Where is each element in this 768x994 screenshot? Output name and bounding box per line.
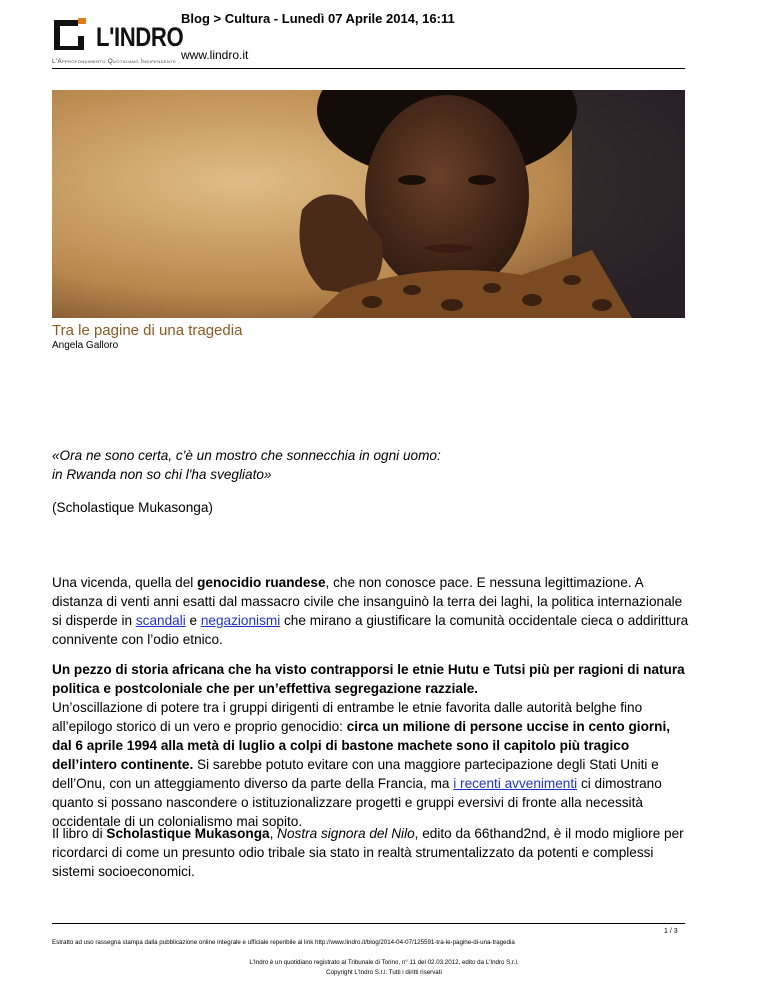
bold-text: genocidio ruandese — [197, 575, 326, 590]
italic-text: Nostra signora del Nilo — [277, 826, 415, 841]
text: , che non conosce pace. E nessuna legittimazione. A distanza di venti anni esatti dal massacro civile che insanguinò la terra dei laghi, la politica internazionale si disperde in — [52, 575, 683, 628]
opening-quote — [52, 446, 692, 484]
site-logo[interactable] — [52, 14, 184, 70]
text: , — [269, 826, 278, 841]
footer-legal — [0, 958, 768, 978]
text: , edito da 66thand2nd, è il modo migliore per ricordarci di come un presunto odio tribale sia stato in realtà strumentalizzato da potenti e complessi sistemi socioeconomici. — [52, 826, 684, 879]
page-number: 1 / 3 — [664, 928, 678, 935]
bold-text: Scholastique Mukasonga — [106, 826, 270, 841]
article-hero-image — [52, 90, 685, 318]
logo-text: L'INDRO — [96, 22, 184, 52]
text: Una vicenda, quella del — [52, 575, 198, 590]
footer-registration: L'Indro è un quotidiano registrato al Tribunale di Torino, n° 11 del 02.03.2012, edito da L'Indro S.r.l. — [249, 959, 519, 966]
link-recenti-avvenimenti[interactable]: i recenti avvenimenti — [453, 776, 578, 791]
quote-line: «Ora ne sono certa, c'è un mostro che sonnecchia in ogni uomo: — [52, 448, 441, 463]
text: Un’oscillazione di potere tra i gruppi dirigenti di entrambe le etnie favorita dalle autorità belghe fino all’epilogo storico di un vero e proprio genocidio: — [52, 700, 643, 734]
article-title: Tra le pagine di una tragedia — [52, 322, 243, 339]
text: Si sarebbe potuto evitare con una maggiore partecipazione degli Stati Uniti e dell’Onu, con un atteggiamento diverso da parte della Francia, ma — [52, 757, 659, 791]
site-url[interactable]: www.lindro.it — [181, 48, 249, 62]
header-divider — [52, 68, 685, 69]
text: ci dimostrano quanto si possano nascondere o istituzionalizzare progetti e gruppi eversivi di fronte alla necessità occidentale di un colonialismo mai sopito. — [52, 776, 662, 829]
paragraph-3 — [52, 824, 692, 881]
bold-text: Un pezzo di storia africana che ha visto contrapporsi le etnie Hutu e Tutsi più per ragioni di natura politica e postcoloniale che per un’effettiva segregazione razziale. — [52, 662, 685, 696]
breadcrumb: Blog > Cultura - Lunedì 07 Aprile 2014, 16:11 — [181, 11, 455, 26]
footer-copyright: Copyright L'Indro S.r.l. Tutti i diritti riservati — [326, 969, 442, 976]
footer-divider — [52, 923, 685, 924]
paragraph-2 — [52, 660, 692, 831]
bold-text: circa un milione di persone uccise in cento giorni, dal 6 aprile 1994 alla metà di luglio a colpi di bastone machete sono il capitolo più tragico dell’intero continente. — [52, 719, 671, 772]
quote-line: in Rwanda non so chi l'ha svegliato» — [52, 467, 272, 482]
logo-mark-icon — [52, 16, 88, 50]
paragraph-1 — [52, 573, 692, 649]
link-negazionismi[interactable]: negazionismi — [200, 613, 281, 628]
text: che mirano a giustificare la comunità occidentale cieca o addirittura connivente con l’odio etnico. — [52, 613, 689, 647]
portrait-illustration — [52, 90, 685, 318]
quote-source: (Scholastique Mukasonga) — [52, 500, 213, 515]
text: Il libro di — [52, 826, 107, 841]
article-author: Angela Galloro — [52, 340, 119, 351]
text: e — [185, 613, 201, 628]
footer-extract-note: Estratto ad uso rassegna stampa dalla pubblicazione online integrale e ufficiale reperibile al link http://www.lindro.it/blog/2014-04-07/125591-tra-le-pagine-di-una-tragedia — [52, 939, 515, 946]
logo-tagline: L'Approfondimento Quotidiano Indipendente — [52, 58, 177, 65]
link-scandali[interactable]: scandali — [135, 613, 186, 628]
